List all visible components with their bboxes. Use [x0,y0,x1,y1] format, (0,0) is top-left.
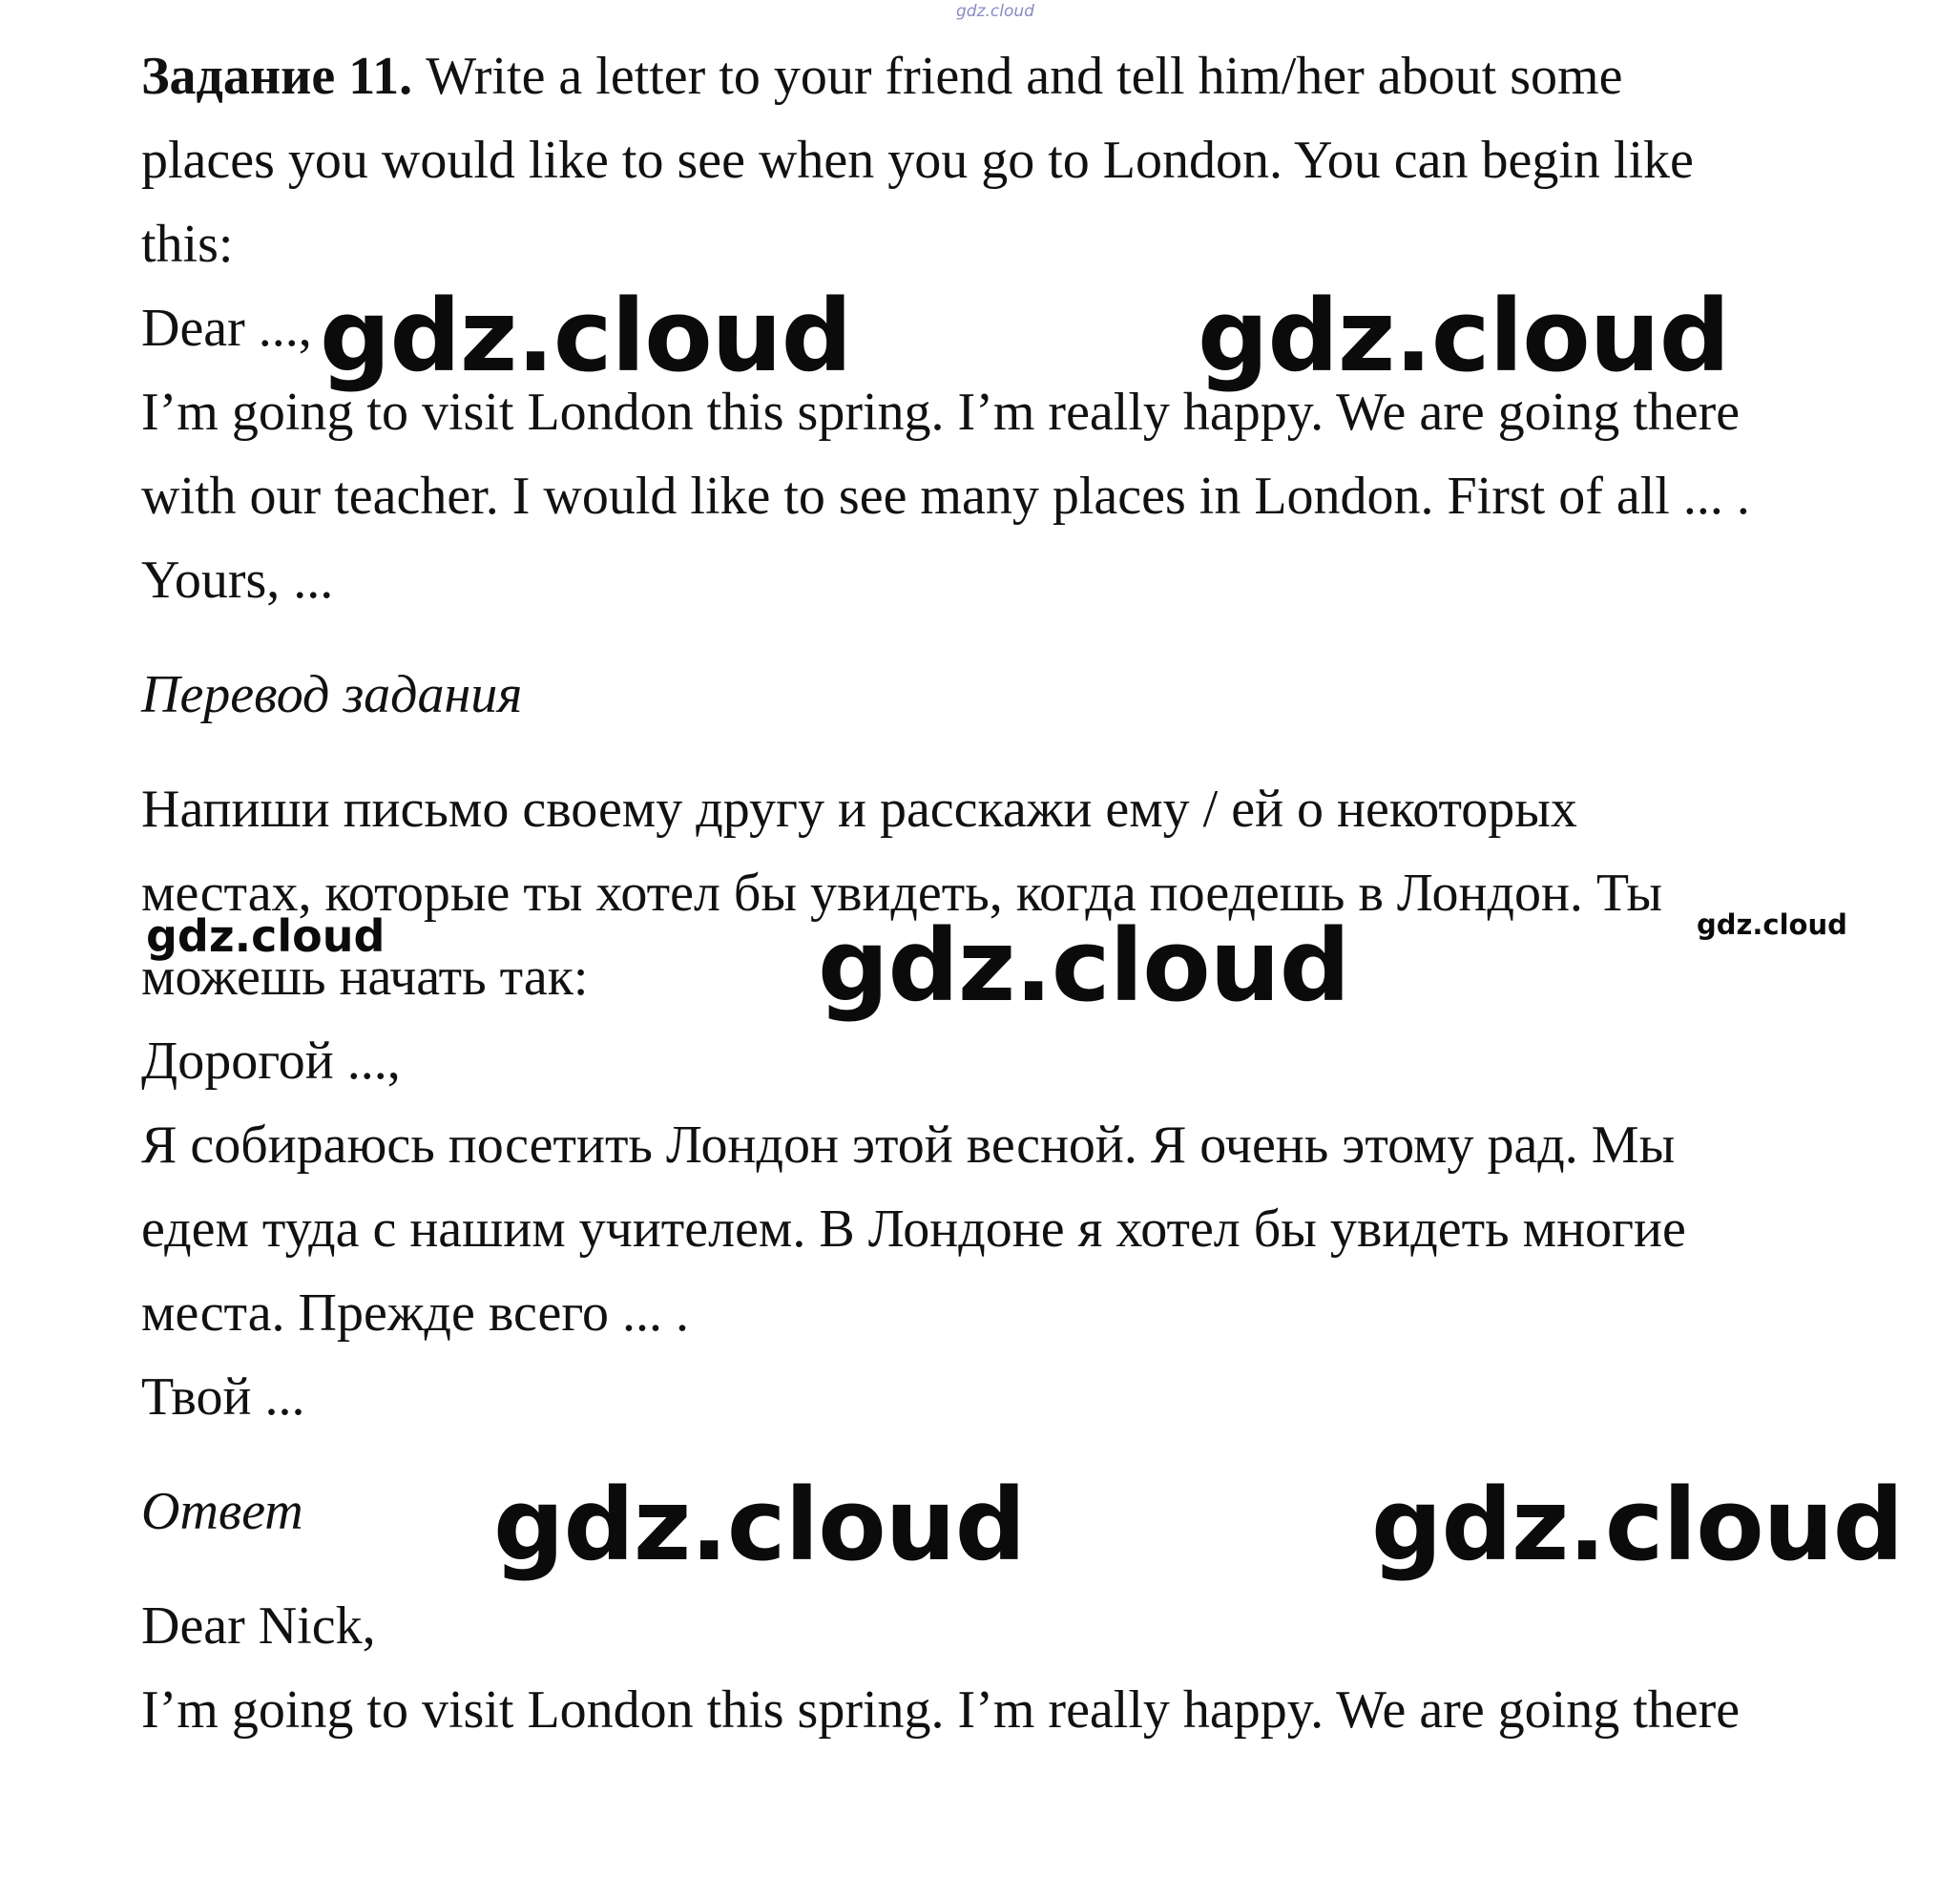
answer-heading: Ответ [141,1482,303,1541]
translation-line-3: можешь начать так: [141,948,589,1007]
translation-body-3: места. Прежде всего ... . [141,1283,689,1343]
translation-line-2: местах, которые ты хотел бы увидеть, когда поедешь в Лондон. Ты [141,864,1662,923]
task-closing: Yours, ... [141,551,334,610]
watermark-3: gdz.cloud [146,910,386,962]
task-greeting: Dear ..., [141,299,312,358]
answer-body-1: I’m going to visit London this spring. I’m really happy. We are going there [141,1680,1741,1740]
translation-greeting: Дорогой ..., [141,1032,401,1091]
task-text-1: Write a letter to your friend and tell him/her about some [412,47,1623,106]
watermark-4: gdz.cloud [818,907,1350,1024]
watermark-2: gdz.cloud [1198,278,1730,394]
translation-line-1: Напиши письмо своему другу и расскажи ему / ей о некоторых [141,780,1577,839]
watermark-1: gdz.cloud [320,278,852,394]
task-body-1: I’m going to visit London this spring. I’m really happy. We are going there [141,383,1741,442]
watermark-7: gdz.cloud [1371,1467,1904,1583]
translation-closing: Твой ... [141,1367,305,1427]
task-label: Задание 11. [141,47,413,106]
watermark-5: gdz.cloud [1697,908,1847,941]
task-body-2: with our teacher. I would like to see many places in London. First of all ... . [141,467,1750,526]
task-line-1 [141,47,1623,106]
task-line-2: places you would like to see when you go to London. You can begin like [141,131,1694,190]
answer-greeting: Dear Nick, [141,1596,376,1656]
translation-heading: Перевод задания [141,665,523,724]
translation-body-1: Я собираюсь посетить Лондон этой весной. Я очень этому рад. Мы [141,1116,1676,1175]
watermark-6: gdz.cloud [493,1467,1026,1583]
watermark-top: gdz.cloud [956,2,1034,21]
translation-body-2: едем туда с нашим учителем. В Лондоне я хотел бы увидеть многие [141,1199,1686,1259]
task-line-3: this: [141,215,234,274]
